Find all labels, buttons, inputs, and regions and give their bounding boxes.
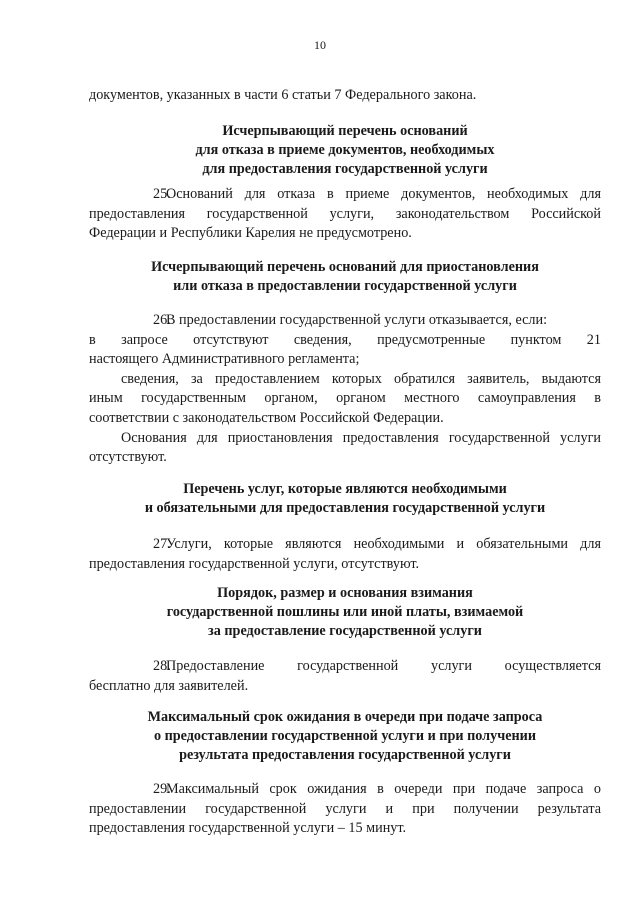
paragraph-line: соответствии с законодательством Российской Федерации.: [89, 409, 444, 426]
heading-necessary-services: [89, 480, 601, 518]
paragraph-line: иным государственным органом, органом местного самоуправления в: [89, 390, 601, 407]
paragraph-line: в запросе отсутствуют сведения, предусмотренные пунктом 21: [89, 331, 601, 348]
paragraph-line: отсутствуют.: [89, 449, 167, 466]
heading-line: Исчерпывающий перечень оснований: [222, 123, 468, 139]
paragraph-line: настоящего Административного регламента;: [89, 351, 360, 368]
heading-line: Максимальный срок ожидания в очереди при подаче запроса: [147, 709, 543, 725]
paragraph-line: бесплатно для заявителей.: [89, 677, 249, 694]
heading-line: или отказа в предоставлении государственной услуги: [173, 278, 517, 295]
paragraph-25: [89, 185, 601, 244]
paragraph-line: 27.Услуги, которые являются необходимыми и обязательными для: [89, 535, 601, 555]
heading-line: за предоставление государственной услуги: [208, 623, 482, 640]
paragraph-29: [89, 780, 601, 839]
heading-line: государственной пошлины или иной платы, взимаемой: [166, 604, 524, 621]
paragraph-line: предоставлении государственной услуги и при получении результата: [89, 800, 601, 817]
paragraph-line: сведения, за предоставлением которых обратился заявитель, выдаются: [121, 370, 601, 387]
page-number: 10: [314, 38, 326, 52]
paragraph-line: 25.Оснований для отказа в приеме документов, необходимых для: [89, 185, 601, 205]
paragraph-number: 25.: [153, 186, 171, 202]
intro-line: документов, указанных в части 6 статьи 7 Федерального закона.: [89, 87, 477, 103]
paragraph-number: 26.: [153, 312, 171, 328]
heading-line: результата предоставления государственной услуги: [179, 747, 511, 764]
paragraph-27: [89, 535, 601, 574]
heading-line: о предоставлении государственной услуги и при получении: [153, 728, 537, 745]
heading-queue-time: [89, 708, 601, 766]
heading-line: Порядок, размер и основания взимания: [217, 585, 473, 601]
heading-line: Перечень услуг, которые являются необходимыми: [183, 481, 507, 497]
paragraph-number: 27.: [153, 536, 171, 552]
paragraph-line: Основания для приостановления предоставления государственной услуги: [121, 429, 601, 446]
paragraph-line: предоставления государственной услуги – 15 минут.: [89, 820, 407, 837]
paragraph-28: [89, 657, 601, 696]
heading-fee-procedure: [89, 584, 601, 642]
heading-line: Исчерпывающий перечень оснований для приостановления: [151, 259, 539, 275]
paragraph-line: Федерации и Республики Карелия не предусмотрено.: [89, 225, 412, 242]
paragraph-line: 26.В предоставлении государственной услуги отказывается, если:: [89, 311, 601, 331]
heading-line: и обязательными для предоставления государственной услуги: [144, 500, 546, 517]
paragraph-number: 28.: [153, 658, 171, 674]
heading-line: для предоставления государственной услуги: [202, 161, 488, 178]
heading-suspension-refusal: [89, 258, 601, 296]
heading-refusal-acceptance: [89, 122, 601, 180]
paragraph-26: [89, 311, 601, 468]
heading-line: для отказа в приеме документов, необходимых: [195, 142, 495, 159]
paragraph-line: 28.Предоставление государственной услуги осуществляется: [89, 657, 601, 677]
paragraph-line: предоставления государственной услуги, законодательством Российской: [89, 205, 601, 222]
paragraph-line: 29.Максимальный срок ожидания в очереди при подаче запроса о: [89, 780, 601, 800]
paragraph-line: предоставления государственной услуги, отсутствуют.: [89, 555, 420, 572]
paragraph-number: 29.: [153, 781, 171, 797]
